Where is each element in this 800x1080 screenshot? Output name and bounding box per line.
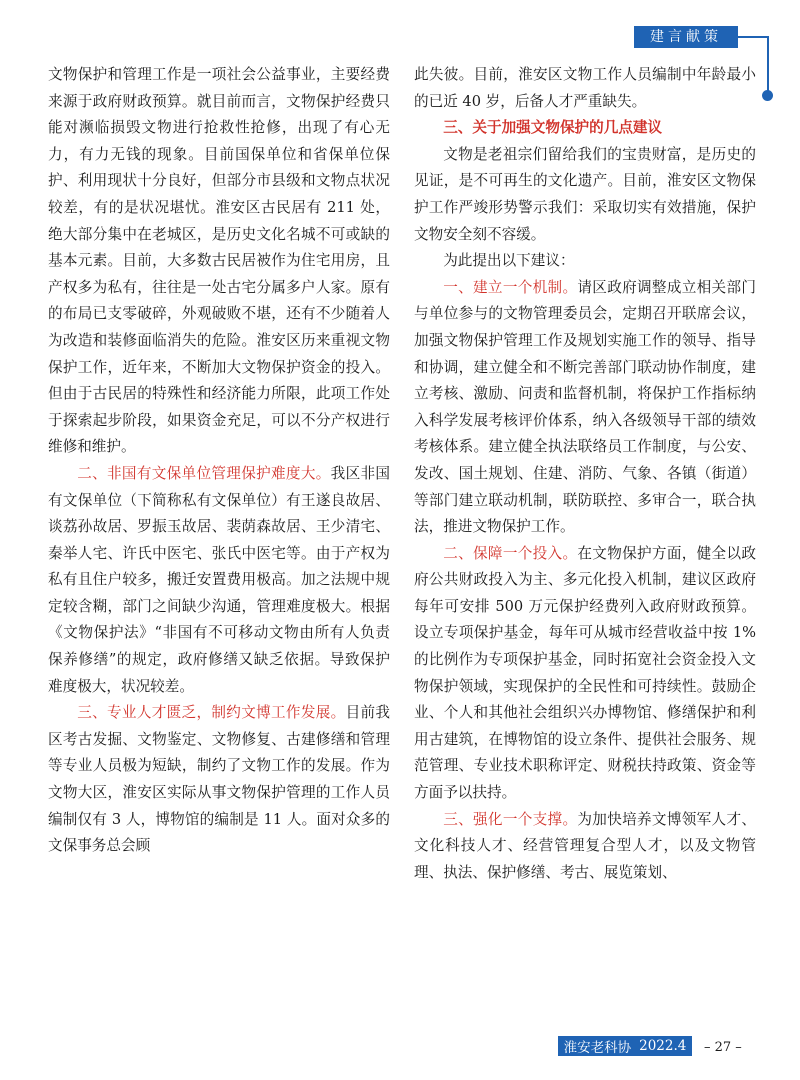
- paragraph: [414, 275, 756, 541]
- paragraph-heading: 二、非国有文保单位管理保护难度大。: [77, 464, 331, 482]
- paragraph-body: 目前我区考古发掘、文物鉴定、文物修复、古建修缮和管理等专业人员极为短缺，制约了文物工作的发展。作为文物大区，淮安区实际从事文物保护管理的工作人员编制仅有 3 人，博物馆的编制是 11 人。面对众多的文保事务总会顾: [48, 704, 390, 855]
- paragraph-heading: 一、建立一个机制。: [443, 278, 578, 296]
- paragraph-body: 为加快培养文博领军人才、文化科技人才、经营管理复合型人才，以及文物管理、执法、保护修缮、考古、展览策划、: [414, 810, 756, 881]
- paragraph: [48, 461, 390, 700]
- paragraph-body: 请区政府调整成立相关部门与单位参与的文物管理委员会，定期召开联席会议，加强文物保护管理工作及规划实施工作的领导、指导和协调，建立健全和不断完善部门联动协作制度，建立考核、激励、问责和监督机制，将保护工作指标纳入科学发展考核评价体系，纳入各级领导干部的绩效考核体系。建立健全执法联络员工作制度，与公安、发改、国土规划、住建、消防、气象、各镇（街道）等部门建立联动机制，联防联控、多审合一，联合执法，推进文物保护工作。: [414, 278, 756, 536]
- journal-name: 淮安老科协: [563, 1040, 632, 1056]
- page-number: – 27 –: [704, 1040, 742, 1055]
- paragraph: 为此提出以下建议：: [443, 252, 575, 270]
- issue-number: 2022.4: [639, 1038, 687, 1054]
- section-title-text: 三、关于加强文物保护的几点建议: [443, 119, 663, 137]
- paragraph-heading: 三、强化一个支撑。: [443, 810, 578, 828]
- section-title: [414, 115, 756, 142]
- right-column: [414, 62, 756, 886]
- paragraph: [414, 541, 756, 807]
- section-tag: 建言献策: [634, 26, 738, 48]
- paragraph-body: 我区非国有文保单位（下简称私有文保单位）有王遂良故居、谈荔孙故居、罗振玉故居、裴荫森故居、王少清宅、秦举人宅、许氏中医宅、张氏中医宅等。由于产权为私有且住户较多，搬迁安置费用极高。加之法规中规定较含糊，部门之间缺少沟通，管理难度极大。根据《文物保护法》“非国有不可移动文物由所有人负责保养修缮”的规定，政府修缮又缺乏依据。导致保护难度极大，状况较差。: [48, 464, 390, 695]
- paragraph: 文物是老祖宗们留给我们的宝贵财富，是历史的见证，是不可再生的文化遗产。目前，淮安区文物保护工作严竣形势警示我们：采取切实有效措施，保护文物安全刻不容缓。: [414, 145, 756, 243]
- paragraph: 文物保护和管理工作是一项社会公益事业，主要经费来源于政府财政预算。就目前而言，文物保护经费只能对濒临损毁文物进行抢救性抢修，出现了有心无力，有力无钱的现象。目前国保单位和省保单位保护、利用现状十分良好，但部分市县级和文物点状况较差，有的是状况堪忧。淮安区古民居有 211 处，绝大部分集中在老城区，是历史文化名城不可或缺的基本元素。目前，大多数古民居被作为住宅用房，且产权多为私有，往往是一处古宅分属多户人家。原有的布局已支零破碎，外观破败不堪，还有不少随着人为改造和装修面临消失的危险。淮安区历来重视文物保护工作，近年来，不断加大文物保护资金的投入。但由于古民居的特殊性和经济能力所限，此项工作处于探索起步阶段，如果资金充足，可以不分产权进行维修和维护。: [48, 66, 390, 456]
- paragraph: [48, 700, 390, 860]
- paragraph: [414, 807, 756, 887]
- tag-dot-icon: [762, 90, 773, 101]
- journal-footer: [558, 1036, 692, 1056]
- paragraph-body: 在文物保护方面，健全以政府公共财政投入为主、多元化投入机制，建议区政府每年可安排 500 万元保护经费列入政府财政预算。设立专项保护基金，每年可从城市经营收益中按 1%的比例作为专项保护基金，同时拓宽社会资金投入文物保护领域，实现保护的全民性和可持续性。鼓励企业、个人和其他社会组织兴办博物馆、修缮保护和利用古建筑，在博物馆的设立条件、提供社会服务、规范管理、专业技术职称评定、财税扶持政策、资金等方面予以扶持。: [414, 544, 756, 802]
- tag-connector-vertical: [767, 36, 769, 92]
- paragraph-heading: 三、专业人才匮乏，制约文博工作发展。: [77, 704, 346, 722]
- tag-connector-horizontal: [738, 36, 768, 38]
- left-column: [48, 62, 390, 860]
- paragraph-heading: 二、保障一个投入。: [443, 544, 578, 562]
- paragraph: 此失彼。目前，淮安区文物工作人员编制中年龄最小的已近 40 岁，后备人才严重缺失。: [414, 66, 756, 110]
